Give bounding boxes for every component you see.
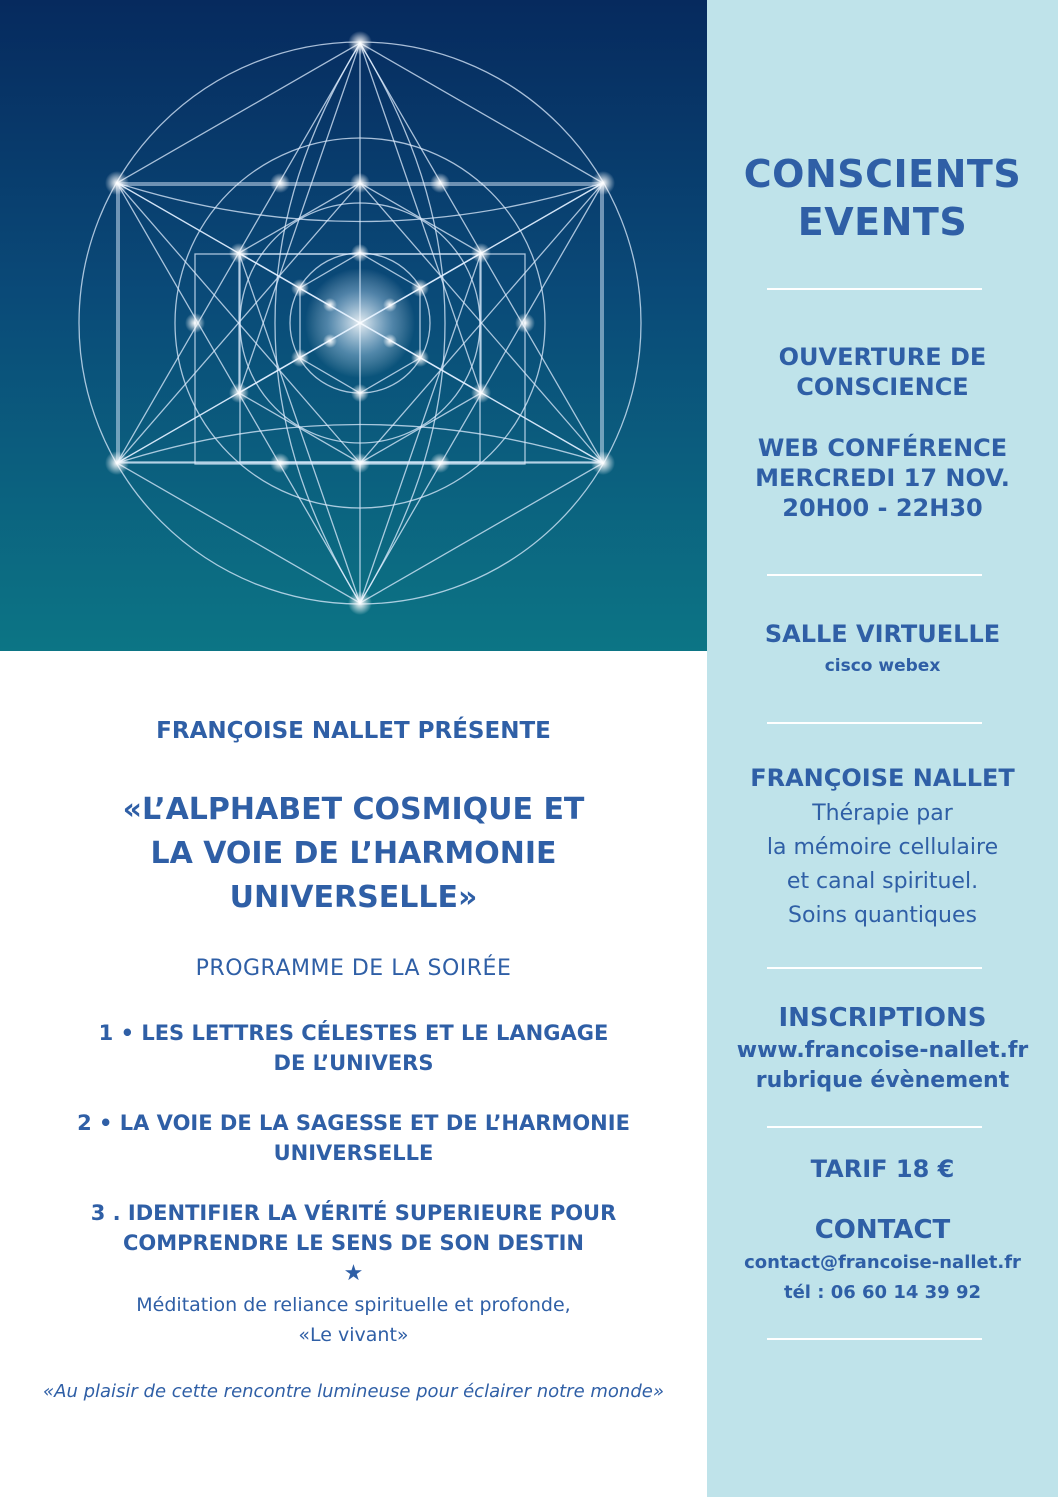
registration-website[interactable]: www.francoise-nallet.fr (736, 1038, 1029, 1063)
program-item-line: COMPRENDRE LE SENS DE SON DESTIN (123, 1231, 584, 1255)
event-detail-line: MERCREDI 17 NOV. (755, 464, 1010, 492)
program-item-line: DE L’UNIVERS (273, 1051, 434, 1075)
meditation-text (0, 1290, 707, 1350)
divider (767, 1126, 982, 1128)
closing-quote: «Au plaisir de cette rencontre lumineuse pour éclairer notre monde» (43, 1381, 664, 1402)
sacred-geometry-illustration (0, 0, 707, 651)
event-info-sidebar (707, 0, 1058, 1497)
program-item-3 (0, 1198, 707, 1258)
meditation-line: «Le vivant» (298, 1324, 409, 1346)
brand-line: CONSCIENTS (743, 152, 1022, 196)
program-item-line: 2 • LA VOIE DE LA SAGESSE ET DE L’HARMONIE (77, 1111, 630, 1135)
registration-title: INSCRIPTIONS (778, 1003, 987, 1033)
host-description-line: Thérapie par (812, 801, 953, 826)
event-detail-line: 20H00 - 22H30 (782, 494, 983, 522)
program-item-line: UNIVERSELLE (273, 1141, 434, 1165)
event-title-line: UNIVERSELLE» (229, 880, 478, 915)
brand-line: EVENTS (797, 200, 968, 244)
program-item-line: 1 • LES LETTRES CÉLESTES ET LE LANGAGE (98, 1021, 609, 1045)
divider (767, 288, 982, 290)
brand-name (707, 150, 1058, 246)
event-theme-line: OUVERTURE DE (778, 343, 987, 371)
contact-title: CONTACT (814, 1215, 951, 1245)
contact-phone[interactable]: tél : 06 60 14 39 92 (783, 1282, 982, 1303)
program-heading: PROGRAMME DE LA SOIRÉE (195, 956, 512, 981)
event-theme-line: CONSCIENCE (796, 373, 969, 401)
registration-section: rubrique évènement (755, 1068, 1010, 1093)
contact-email[interactable]: contact@francoise-nallet.fr (744, 1252, 1021, 1273)
host-description-line: Soins quantiques (788, 903, 977, 928)
program-item-2 (0, 1108, 707, 1168)
star-icon: ★ (343, 1261, 364, 1286)
host-description-line: la mémoire cellulaire (766, 835, 999, 860)
event-title (0, 788, 707, 920)
venue-platform: cisco webex (824, 656, 941, 676)
program-item-line: 3 . IDENTIFIER LA VÉRITÉ SUPERIEURE POUR (90, 1201, 617, 1225)
hero-sacred-geometry-image (0, 0, 707, 651)
meditation-line: Méditation de reliance spirituelle et profonde, (136, 1294, 571, 1316)
divider (767, 967, 982, 969)
divider (767, 574, 982, 576)
event-details (707, 433, 1058, 523)
program-item-1 (0, 1018, 707, 1078)
event-title-line: LA VOIE DE L’HARMONIE (150, 836, 557, 871)
price: TARIF 18 € (810, 1155, 955, 1183)
event-detail-line: WEB CONFÉRENCE (757, 434, 1008, 462)
divider (767, 722, 982, 724)
event-theme (707, 342, 1058, 402)
presenter-line: FRANÇOISE NALLET PRÉSENTE (156, 718, 551, 744)
divider (767, 1338, 982, 1340)
host-description (707, 797, 1058, 933)
host-name: FRANÇOISE NALLET (750, 764, 1015, 792)
registration-details (707, 1036, 1058, 1096)
venue-title: SALLE VIRTUELLE (764, 620, 1001, 648)
host-description-line: et canal spirituel. (786, 869, 979, 894)
event-title-line: «L’ALPHABET COSMIQUE ET (122, 792, 585, 827)
